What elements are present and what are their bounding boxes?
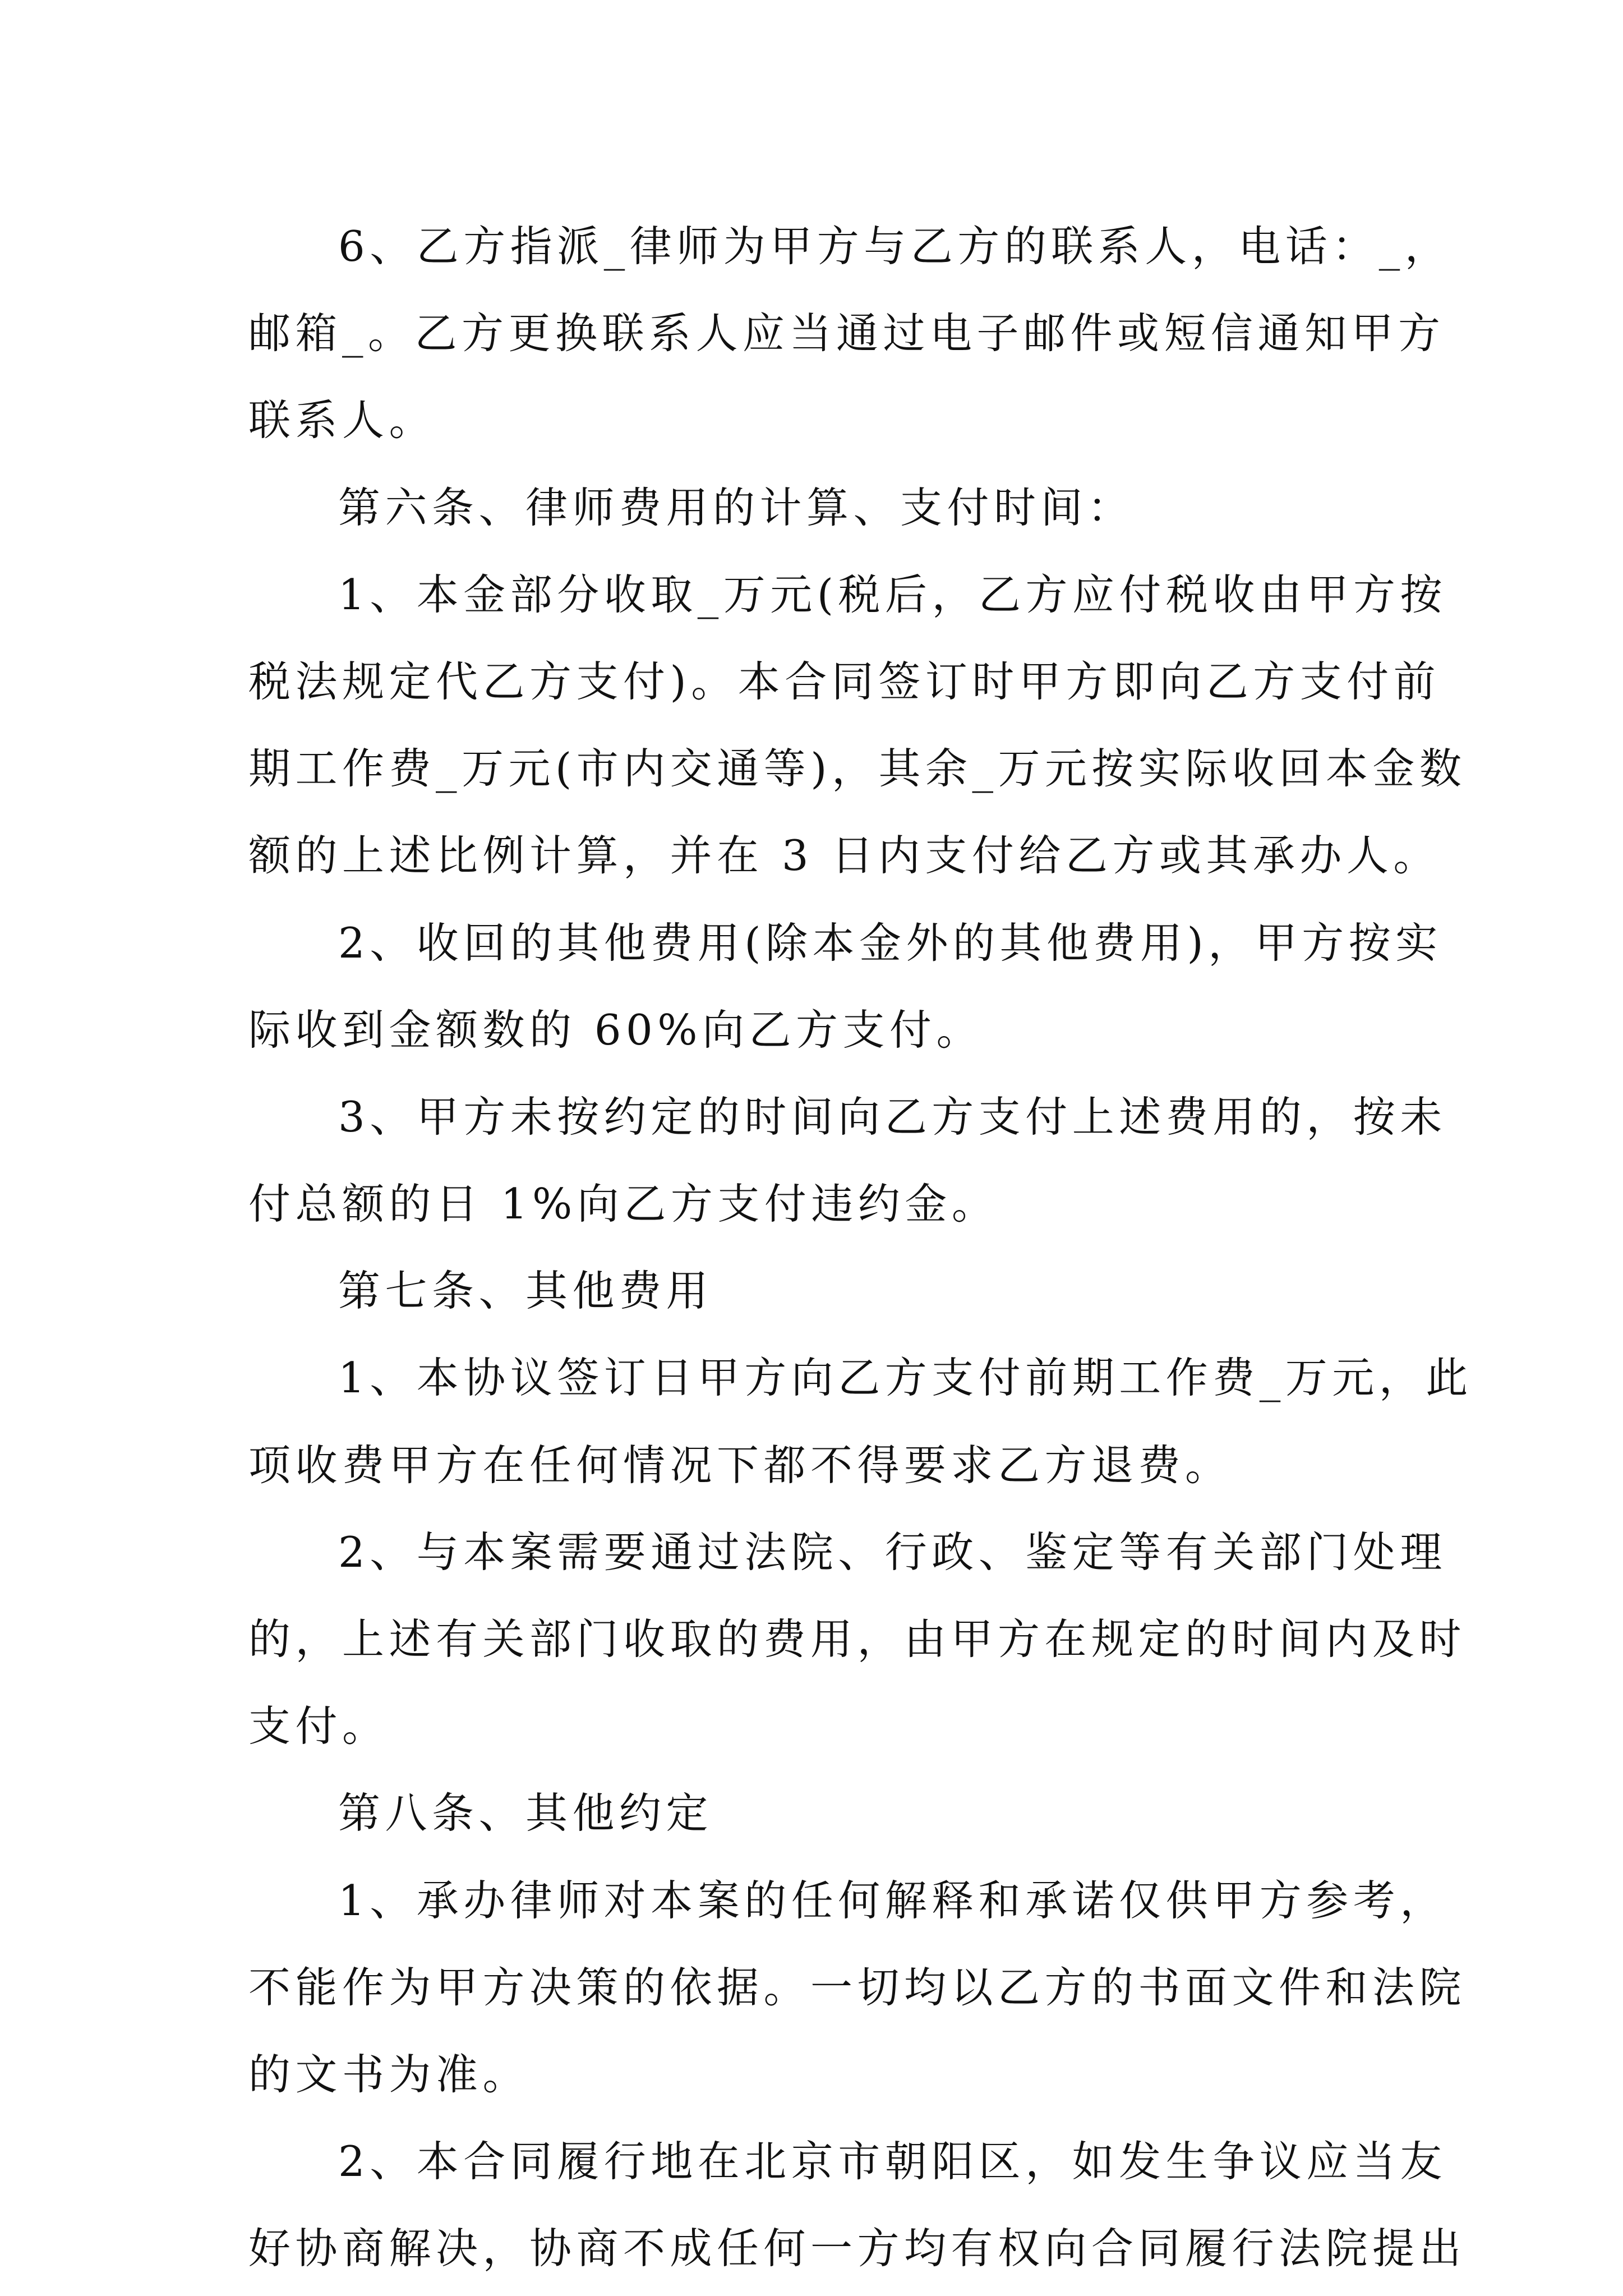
text-line: 期工作费_万元(市内交通等)，其余_万元按实际收回本金数 xyxy=(248,744,1467,794)
text-line: 6、乙方指派_律师为甲方与乙方的联系人，电话：_， xyxy=(338,222,1452,271)
text-line: 邮箱_。乙方更换联系人应当通过电子邮件或短信通知甲方 xyxy=(248,309,1445,358)
text-line: 项收费甲方在任何情况下都不得要求乙方退费。 xyxy=(248,1440,1232,1490)
text-line: 3、甲方未按约定的时间向乙方支付上述费用的，按未 xyxy=(338,1092,1447,1142)
text-line: 际收到金额数的 60%向乙方支付。 xyxy=(248,1005,984,1055)
contract-body-text xyxy=(248,203,1473,2293)
text-line: 好协商解决，协商不成任何一方均有权向合同履行法院提出 xyxy=(248,2224,1467,2274)
text-line: 的，上述有关部门收取的费用，由甲方在规定的时间内及时 xyxy=(248,1614,1467,1664)
section-heading: 第八条、其他约定 xyxy=(338,1788,713,1838)
text-line: 2、与本案需要通过法院、行政、鉴定等有关部门处理 xyxy=(338,1527,1447,1577)
text-line: 额的上述比例计算，并在 3 日内支付给乙方或其承办人。 xyxy=(248,831,1440,881)
section-heading: 第七条、其他费用 xyxy=(338,1266,713,1316)
text-line: 2、收回的其他费用(除本金外的其他费用)，甲方按实 xyxy=(338,918,1442,968)
section-heading: 第六条、律师费用的计算、支付时间： xyxy=(338,482,1135,532)
text-line: 的文书为准。 xyxy=(248,2049,530,2099)
text-line: 税法规定代乙方支付)。本合同签订时甲方即向乙方支付前 xyxy=(248,656,1441,706)
text-line: 1、本协议签订日甲方向乙方支付前期工作费_万元，此 xyxy=(338,1353,1473,1403)
text-line: 1、本金部分收取_万元(税后，乙方应付税收由甲方按 xyxy=(338,569,1447,619)
text-line: 联系人。 xyxy=(248,395,436,445)
text-line: 2、本合同履行地在北京市朝阳区，如发生争议应当友 xyxy=(338,2137,1447,2187)
text-line: 付总额的日 1%向乙方支付违约金。 xyxy=(248,1179,999,1229)
text-line: 1、承办律师对本案的任何解释和承诺仅供甲方参考， xyxy=(338,1875,1447,1925)
text-line: 不能作为甲方决策的依据。一切均以乙方的书面文件和法院 xyxy=(248,1962,1467,2012)
text-line: 支付。 xyxy=(248,1701,389,1751)
